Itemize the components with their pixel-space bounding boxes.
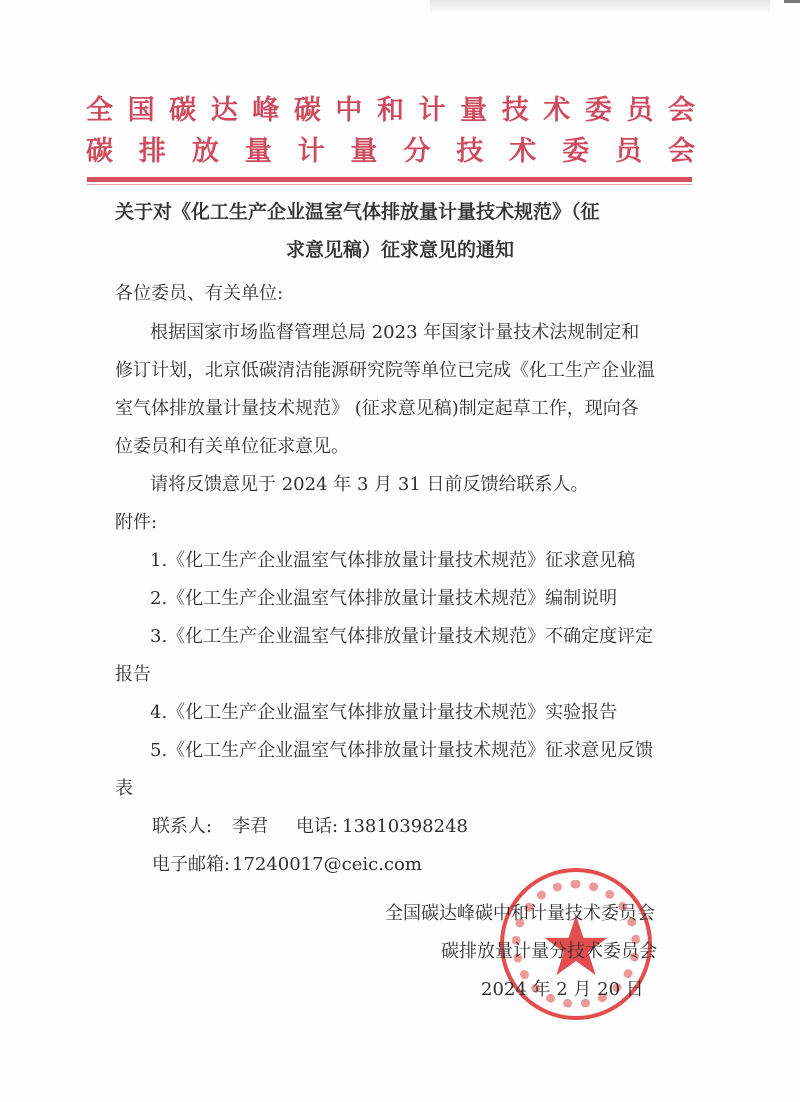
letterhead-divider-thin bbox=[87, 184, 692, 185]
scan-shadow bbox=[430, 0, 770, 14]
contact-email-label: 电子邮箱: bbox=[152, 854, 231, 875]
scan-corner-mark bbox=[784, 0, 800, 3]
letterhead-divider bbox=[87, 177, 692, 182]
salutation: 各位委员、有关单位: bbox=[115, 283, 284, 304]
notice-title-line-1: 关于对《化工生产企业温室气体排放量计量技术规范》（征 bbox=[115, 201, 600, 223]
attachments-heading: 附件: bbox=[115, 512, 158, 533]
signature-org-2: 碳排放量计量分技术委员会 bbox=[441, 941, 657, 962]
contact-person-name: 李君 bbox=[232, 816, 268, 837]
body-para1-line2: 修订计划，北京低碳清洁能源研究院等单位已完成《化工生产企业温 bbox=[115, 360, 655, 381]
contact-phone: 13810398248 bbox=[342, 816, 468, 837]
attachment-item-1: 1.《化工生产企业温室气体排放量计量技术规范》征求意见稿 bbox=[150, 550, 636, 571]
letterhead-line-2: 碳排放量计量分技术委员会 bbox=[86, 136, 696, 167]
contact-email[interactable]: 17240017@ceic.com bbox=[232, 854, 422, 875]
attachment-item-5-cont: 表 bbox=[115, 778, 133, 799]
attachment-item-2: 2.《化工生产企业温室气体排放量计量技术规范》编制说明 bbox=[150, 588, 618, 609]
body-para1-line1: 根据国家市场监督管理总局 2023 年国家计量技术法规制定和 bbox=[150, 322, 640, 343]
body-para2: 请将反馈意见于 2024 年 3 月 31 日前反馈给联系人。 bbox=[150, 474, 589, 495]
notice-title-line-2: 求意见稿）征求意见的通知 bbox=[285, 239, 514, 261]
attachment-item-3-cont: 报告 bbox=[115, 664, 151, 685]
contact-phone-label: 电话: bbox=[296, 816, 339, 837]
signature-date: 2024 年 2 月 20 日 bbox=[481, 979, 644, 1000]
body-para1-line3: 室气体排放量计量技术规范》 (征求意见稿)制定起草工作，现向各 bbox=[115, 398, 639, 419]
contact-person-label: 联系人: bbox=[152, 816, 213, 837]
body-para1-line4: 位委员和有关单位征求意见。 bbox=[115, 436, 349, 457]
signature-org-1: 全国碳达峰碳中和计量技术委员会 bbox=[385, 903, 655, 924]
attachment-item-4: 4.《化工生产企业温室气体排放量计量技术规范》实验报告 bbox=[150, 702, 618, 723]
attachment-item-5: 5.《化工生产企业温室气体排放量计量技术规范》征求意见反馈 bbox=[150, 740, 654, 761]
attachment-item-3: 3.《化工生产企业温室气体排放量计量技术规范》不确定度评定 bbox=[150, 626, 654, 647]
letterhead-line-1: 全国碳达峰碳中和计量技术委员会 bbox=[86, 95, 696, 126]
